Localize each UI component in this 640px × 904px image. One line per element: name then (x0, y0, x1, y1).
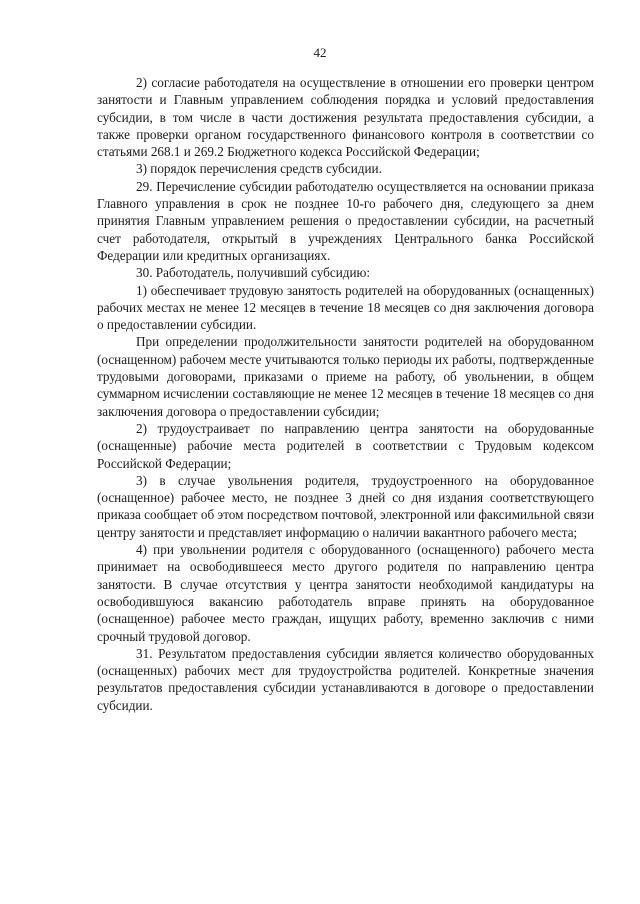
paragraph-employment-duration: При определении продолжительности занятости родителей на оборудованном (оснащенном) рабочем месте учитываются только периоды их работы, подтвержденные трудовыми договорами, приказами о приеме на работу, об увольнении, в общем суммарном исчислении составляющие не менее 12 месяцев в течение 18 месяцев со дня заключения договора о предоставлении субсидии; (97, 334, 594, 419)
paragraph-31-subsidy-result: 31. Результатом предоставления субсидии является количество оборудованных (оснащенных) рабочих мест для трудоустройства родителей. Конкретные значения результатов предоставления субсидии устанавливаются в договоре о предоставлении субсидии. (97, 645, 594, 713)
paragraph-consent-inspection: 2) согласие работодателя на осуществление в отношении его проверки центром занятости и Главным управлением соблюдения порядка и условий предоставления субсидии, в том числе в части достижения результата предоставления субсидии, а также проверки органом государственного финансового контроля в соответствии со статьями 268.1 и 269.2 Бюджетного кодекса Российской Федерации; (97, 75, 594, 160)
paragraph-transfer-procedure: 3) порядок перечисления средств субсидии. (136, 161, 382, 177)
paragraph-30-employer-obligations: 30. Работодатель, получивший субсидию: (136, 265, 371, 281)
paragraph-30-item-3-dismissal-notice: 3) в случае увольнения родителя, трудоустроенного на оборудованное (оснащенное) рабочее место, не позднее 3 дней со дня издания соответствующего приказа сообщает об этом посредством почтовой, электронной или факсимильной связи центру занятости и представляет информацию о наличии вакантного рабочего места; (97, 472, 594, 540)
document-body (97, 74, 594, 714)
paragraph-30-item-4-replacement: 4) при увольнении родителя с оборудованного (оснащенного) рабочего места принимает на освободившееся место другого родителя по направлению центра занятости. В случае отсутствия у центра занятости необходимой кандидатуры на освободившуюся вакансию работодатель вправе принять на оборудованное (оснащенное) рабочее место граждан, ищущих работу, временно заключив с ними срочный трудовой договор. (97, 542, 594, 644)
page-number: 42 (313, 45, 327, 60)
paragraph-30-item-2-hiring: 2) трудоустраивает по направлению центра занятости на оборудованные (оснащенные) рабочие места родителей в соответствии с Трудовым кодексом Российской Федерации; (97, 420, 594, 471)
paragraph-29-subsidy-transfer: 29. Перечисление субсидии работодателю осуществляется на основании приказа Главного управления в срок не позднее 10-го рабочего дня, следующего за днем принятия Главным управлением решения о предоставлении субсидии, на расчетный счет работодателя, открытый в учреждениях Центрального банка Российской Федерации или кредитных организациях. (97, 178, 594, 263)
paragraph-30-item-1-employment: 1) обеспечивает трудовую занятость родителей на оборудованных (оснащенных) рабочих местах не менее 12 месяцев в течение 18 месяцев со дня заключения договора о предоставлении субсидии. (97, 282, 594, 333)
